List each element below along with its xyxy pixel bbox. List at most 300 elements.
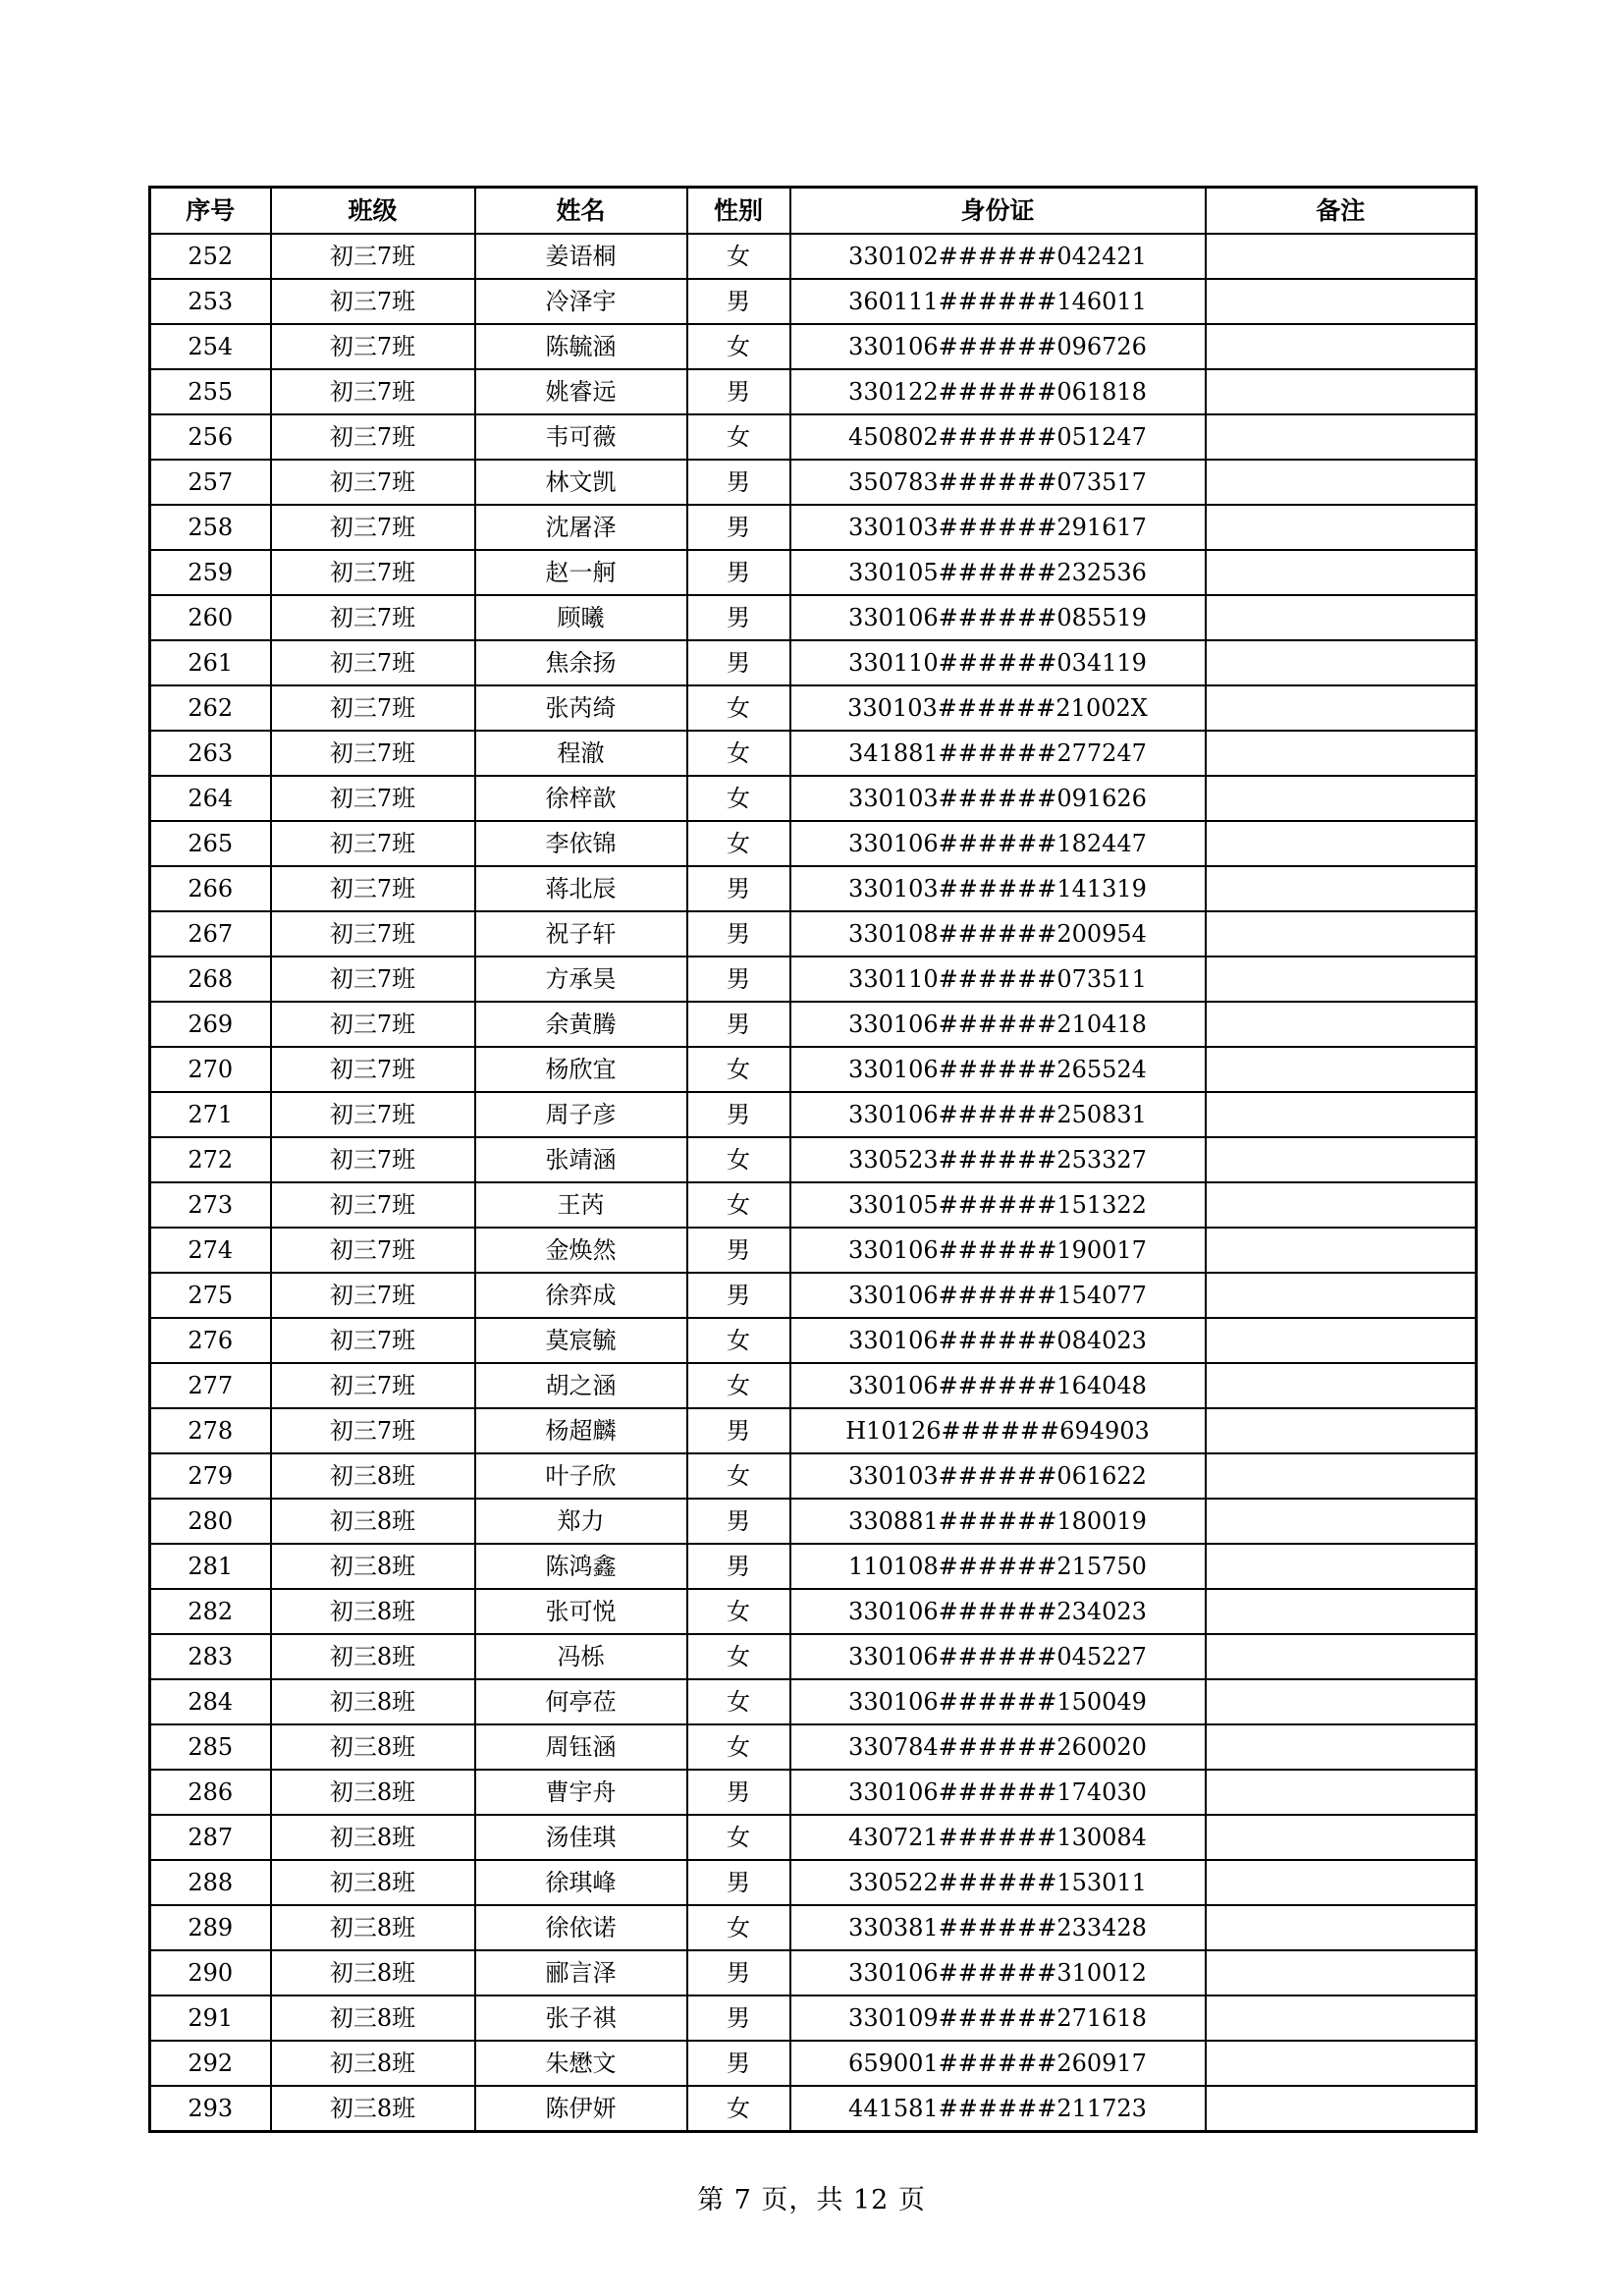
header-gender: 性别 [687,188,790,235]
cell-class: 初三8班 [271,1815,475,1860]
cell-index: 259 [150,550,271,595]
cell-gender: 男 [687,1544,790,1589]
table-row [150,1905,1477,1950]
cell-index: 289 [150,1905,271,1950]
cell-index: 273 [150,1182,271,1228]
cell-id-number: 330106######190017 [790,1228,1206,1273]
cell-remarks [1206,505,1477,550]
cell-name: 徐琪峰 [475,1860,687,1905]
table-row [150,505,1477,550]
table-row [150,1544,1477,1589]
cell-class: 初三7班 [271,1408,475,1453]
cell-index: 284 [150,1679,271,1724]
cell-name: 徐弈成 [475,1273,687,1318]
cell-remarks [1206,1092,1477,1137]
cell-index: 253 [150,279,271,324]
cell-class: 初三7班 [271,324,475,369]
table-row [150,324,1477,369]
cell-name: 何亭莅 [475,1679,687,1724]
cell-remarks [1206,1905,1477,1950]
cell-name: 张子祺 [475,1995,687,2041]
cell-class: 初三7班 [271,369,475,414]
cell-name: 李依锦 [475,821,687,866]
cell-index: 277 [150,1363,271,1408]
student-roster-table [148,186,1478,2133]
table-row [150,1589,1477,1634]
cell-class: 初三8班 [271,1905,475,1950]
cell-class: 初三8班 [271,1499,475,1544]
cell-index: 286 [150,1770,271,1815]
cell-index: 291 [150,1995,271,2041]
cell-name: 陈鸿鑫 [475,1544,687,1589]
cell-name: 韦可薇 [475,414,687,460]
table-row [150,1499,1477,1544]
table-row [150,1137,1477,1182]
cell-remarks [1206,1047,1477,1092]
table-row [150,731,1477,776]
cell-name: 张可悦 [475,1589,687,1634]
cell-name: 陈伊妍 [475,2086,687,2132]
cell-remarks [1206,279,1477,324]
cell-index: 279 [150,1453,271,1499]
table-row [150,1408,1477,1453]
cell-id-number: 330106######174030 [790,1770,1206,1815]
table-row [150,1047,1477,1092]
cell-remarks [1206,1002,1477,1047]
table-row [150,911,1477,957]
cell-name: 周子彦 [475,1092,687,1137]
cell-id-number: 330103######21002X [790,685,1206,731]
cell-id-number: 330106######154077 [790,1273,1206,1318]
cell-remarks [1206,821,1477,866]
cell-index: 258 [150,505,271,550]
table-row [150,1318,1477,1363]
table-row [150,957,1477,1002]
cell-id-number: 330106######096726 [790,324,1206,369]
cell-name: 周钰涵 [475,1724,687,1770]
cell-gender: 男 [687,1770,790,1815]
header-remarks: 备注 [1206,188,1477,235]
cell-class: 初三8班 [271,1995,475,2041]
cell-name: 焦余扬 [475,640,687,685]
cell-gender: 女 [687,821,790,866]
cell-class: 初三8班 [271,1589,475,1634]
table-row [150,2086,1477,2132]
table-row [150,1770,1477,1815]
cell-class: 初三7班 [271,550,475,595]
cell-gender: 男 [687,1860,790,1905]
table-row [150,1815,1477,1860]
cell-class: 初三7班 [271,1002,475,1047]
cell-name: 叶子欣 [475,1453,687,1499]
table-row [150,866,1477,911]
cell-id-number: 360111######146011 [790,279,1206,324]
cell-remarks [1206,2086,1477,2132]
cell-remarks [1206,234,1477,279]
table-row [150,1273,1477,1318]
cell-id-number: 330106######084023 [790,1318,1206,1363]
cell-id-number: 350783######073517 [790,460,1206,505]
cell-index: 266 [150,866,271,911]
cell-name: 金焕然 [475,1228,687,1273]
cell-name: 顾曦 [475,595,687,640]
cell-index: 287 [150,1815,271,1860]
cell-index: 271 [150,1092,271,1137]
cell-gender: 男 [687,1273,790,1318]
cell-class: 初三8班 [271,2041,475,2086]
cell-gender: 女 [687,1724,790,1770]
cell-gender: 女 [687,234,790,279]
cell-index: 269 [150,1002,271,1047]
cell-index: 268 [150,957,271,1002]
cell-index: 292 [150,2041,271,2086]
cell-remarks [1206,1499,1477,1544]
cell-id-number: 441581######211723 [790,2086,1206,2132]
cell-id-number: 330103######091626 [790,776,1206,821]
table-row [150,550,1477,595]
cell-name: 冯栎 [475,1634,687,1679]
cell-index: 288 [150,1860,271,1905]
cell-id-number: 659001######260917 [790,2041,1206,2086]
cell-class: 初三7班 [271,1273,475,1318]
cell-index: 257 [150,460,271,505]
header-id-number: 身份证 [790,188,1206,235]
cell-remarks [1206,1137,1477,1182]
cell-gender: 女 [687,1453,790,1499]
cell-class: 初三8班 [271,1724,475,1770]
cell-class: 初三7班 [271,1363,475,1408]
cell-class: 初三7班 [271,234,475,279]
table-row [150,1363,1477,1408]
cell-id-number: 330106######164048 [790,1363,1206,1408]
table-row [150,234,1477,279]
cell-remarks [1206,1589,1477,1634]
cell-id-number: H10126######694903 [790,1408,1206,1453]
cell-index: 255 [150,369,271,414]
cell-name: 余黄腾 [475,1002,687,1047]
cell-id-number: 330109######271618 [790,1995,1206,2041]
cell-index: 285 [150,1724,271,1770]
cell-id-number: 330103######291617 [790,505,1206,550]
table-row [150,821,1477,866]
table-row [150,460,1477,505]
cell-class: 初三8班 [271,2086,475,2132]
cell-name: 林文凯 [475,460,687,505]
table-row [150,776,1477,821]
cell-class: 初三8班 [271,1453,475,1499]
cell-id-number: 330522######153011 [790,1860,1206,1905]
cell-gender: 男 [687,2041,790,2086]
cell-remarks [1206,731,1477,776]
cell-class: 初三8班 [271,1950,475,1995]
cell-id-number: 330102######042421 [790,234,1206,279]
table-row [150,1860,1477,1905]
cell-id-number: 330106######310012 [790,1950,1206,1995]
cell-index: 283 [150,1634,271,1679]
cell-gender: 男 [687,1950,790,1995]
table-row [150,1002,1477,1047]
cell-name: 胡之涵 [475,1363,687,1408]
cell-remarks [1206,595,1477,640]
table-row [150,1092,1477,1137]
cell-class: 初三7班 [271,1047,475,1092]
cell-gender: 男 [687,911,790,957]
cell-remarks [1206,1453,1477,1499]
cell-gender: 女 [687,1589,790,1634]
cell-gender: 女 [687,2086,790,2132]
cell-gender: 女 [687,324,790,369]
cell-class: 初三7班 [271,866,475,911]
table-row [150,640,1477,685]
cell-id-number: 330105######232536 [790,550,1206,595]
cell-remarks [1206,414,1477,460]
cell-id-number: 330106######045227 [790,1634,1206,1679]
header-index: 序号 [150,188,271,235]
cell-class: 初三7班 [271,731,475,776]
cell-class: 初三7班 [271,505,475,550]
cell-name: 姚睿远 [475,369,687,414]
cell-class: 初三8班 [271,1544,475,1589]
cell-id-number: 110108######215750 [790,1544,1206,1589]
cell-index: 261 [150,640,271,685]
cell-name: 蒋北辰 [475,866,687,911]
cell-id-number: 330110######073511 [790,957,1206,1002]
cell-class: 初三7班 [271,1137,475,1182]
cell-gender: 女 [687,1137,790,1182]
cell-remarks [1206,866,1477,911]
cell-index: 262 [150,685,271,731]
cell-remarks [1206,1679,1477,1724]
cell-gender: 女 [687,1905,790,1950]
cell-gender: 男 [687,505,790,550]
cell-remarks [1206,957,1477,1002]
cell-class: 初三7班 [271,1182,475,1228]
cell-remarks [1206,324,1477,369]
cell-name: 汤佳琪 [475,1815,687,1860]
table-row [150,1182,1477,1228]
cell-index: 267 [150,911,271,957]
cell-class: 初三7班 [271,414,475,460]
table-row [150,685,1477,731]
cell-gender: 男 [687,640,790,685]
cell-remarks [1206,640,1477,685]
cell-name: 徐依诺 [475,1905,687,1950]
cell-remarks [1206,1724,1477,1770]
table-row [150,595,1477,640]
cell-class: 初三7班 [271,911,475,957]
cell-index: 264 [150,776,271,821]
cell-class: 初三7班 [271,776,475,821]
cell-name: 郑力 [475,1499,687,1544]
table-row [150,1724,1477,1770]
cell-class: 初三8班 [271,1860,475,1905]
cell-class: 初三7班 [271,1318,475,1363]
cell-id-number: 330110######034119 [790,640,1206,685]
cell-class: 初三7班 [271,640,475,685]
cell-class: 初三7班 [271,595,475,640]
cell-remarks [1206,776,1477,821]
page-number: 第 7 页，共 12 页 [697,2185,926,2215]
cell-gender: 男 [687,1995,790,2041]
cell-gender: 女 [687,1318,790,1363]
cell-id-number: 330784######260020 [790,1724,1206,1770]
cell-gender: 女 [687,1679,790,1724]
cell-name: 陈毓涵 [475,324,687,369]
header-class: 班级 [271,188,475,235]
cell-index: 290 [150,1950,271,1995]
cell-gender: 男 [687,957,790,1002]
cell-name: 杨欣宜 [475,1047,687,1092]
cell-index: 281 [150,1544,271,1589]
cell-name: 姜语桐 [475,234,687,279]
table-row [150,1950,1477,1995]
cell-id-number: 330122######061818 [790,369,1206,414]
cell-name: 方承昊 [475,957,687,1002]
table-row [150,414,1477,460]
cell-id-number: 430721######130084 [790,1815,1206,1860]
cell-name: 冷泽宇 [475,279,687,324]
table-row [150,1679,1477,1724]
cell-name: 杨超麟 [475,1408,687,1453]
cell-id-number: 330881######180019 [790,1499,1206,1544]
cell-remarks [1206,1228,1477,1273]
cell-name: 莫宸毓 [475,1318,687,1363]
cell-index: 270 [150,1047,271,1092]
cell-gender: 男 [687,595,790,640]
cell-class: 初三8班 [271,1634,475,1679]
cell-id-number: 330106######250831 [790,1092,1206,1137]
cell-remarks [1206,2041,1477,2086]
cell-index: 278 [150,1408,271,1453]
cell-gender: 女 [687,1047,790,1092]
cell-remarks [1206,1995,1477,2041]
cell-gender: 男 [687,1002,790,1047]
cell-index: 275 [150,1273,271,1318]
cell-remarks [1206,1363,1477,1408]
cell-remarks [1206,460,1477,505]
cell-remarks [1206,550,1477,595]
cell-gender: 女 [687,414,790,460]
cell-name: 王芮 [475,1182,687,1228]
cell-gender: 男 [687,1228,790,1273]
header-name: 姓名 [475,188,687,235]
table-row [150,1228,1477,1273]
cell-class: 初三8班 [271,1679,475,1724]
cell-class: 初三7班 [271,1092,475,1137]
cell-class: 初三7班 [271,957,475,1002]
cell-remarks [1206,1182,1477,1228]
cell-class: 初三7班 [271,460,475,505]
cell-class: 初三7班 [271,821,475,866]
cell-gender: 男 [687,866,790,911]
cell-id-number: 341881######277247 [790,731,1206,776]
cell-remarks [1206,1408,1477,1453]
cell-index: 265 [150,821,271,866]
cell-gender: 女 [687,1634,790,1679]
cell-class: 初三7班 [271,279,475,324]
cell-name: 赵一舸 [475,550,687,595]
cell-id-number: 330105######151322 [790,1182,1206,1228]
cell-remarks [1206,911,1477,957]
cell-index: 282 [150,1589,271,1634]
cell-index: 256 [150,414,271,460]
cell-class: 初三7班 [271,685,475,731]
cell-index: 254 [150,324,271,369]
cell-remarks [1206,1273,1477,1318]
cell-gender: 男 [687,460,790,505]
cell-id-number: 330106######210418 [790,1002,1206,1047]
cell-gender: 男 [687,369,790,414]
cell-id-number: 330106######265524 [790,1047,1206,1092]
cell-index: 276 [150,1318,271,1363]
cell-gender: 男 [687,550,790,595]
cell-index: 263 [150,731,271,776]
table-body [150,234,1477,2132]
cell-remarks [1206,1950,1477,1995]
cell-index: 272 [150,1137,271,1182]
cell-gender: 男 [687,1408,790,1453]
cell-remarks [1206,1318,1477,1363]
cell-id-number: 330523######253327 [790,1137,1206,1182]
cell-gender: 女 [687,776,790,821]
cell-id-number: 330103######061622 [790,1453,1206,1499]
cell-id-number: 330106######234023 [790,1589,1206,1634]
cell-name: 徐梓歆 [475,776,687,821]
cell-gender: 女 [687,1815,790,1860]
cell-class: 初三7班 [271,1228,475,1273]
cell-id-number: 450802######051247 [790,414,1206,460]
table-row [150,279,1477,324]
cell-gender: 女 [687,1182,790,1228]
cell-gender: 女 [687,685,790,731]
cell-gender: 男 [687,279,790,324]
cell-remarks [1206,1544,1477,1589]
cell-gender: 男 [687,1092,790,1137]
table-row [150,369,1477,414]
cell-remarks [1206,1770,1477,1815]
cell-index: 274 [150,1228,271,1273]
cell-gender: 女 [687,1363,790,1408]
cell-id-number: 330106######085519 [790,595,1206,640]
cell-remarks [1206,685,1477,731]
table-header-row [150,188,1477,235]
cell-name: 张芮绮 [475,685,687,731]
cell-remarks [1206,1815,1477,1860]
cell-name: 沈屠泽 [475,505,687,550]
cell-name: 朱懋文 [475,2041,687,2086]
cell-name: 程澈 [475,731,687,776]
table-row [150,1634,1477,1679]
table-row [150,2041,1477,2086]
cell-id-number: 330103######141319 [790,866,1206,911]
cell-id-number: 330106######150049 [790,1679,1206,1724]
cell-gender: 男 [687,1499,790,1544]
cell-remarks [1206,1860,1477,1905]
cell-remarks [1206,369,1477,414]
cell-class: 初三8班 [271,1770,475,1815]
cell-name: 祝子轩 [475,911,687,957]
cell-remarks [1206,1634,1477,1679]
cell-name: 曹宇舟 [475,1770,687,1815]
cell-index: 252 [150,234,271,279]
cell-name: 郦言泽 [475,1950,687,1995]
cell-gender: 女 [687,731,790,776]
table-row [150,1453,1477,1499]
cell-id-number: 330106######182447 [790,821,1206,866]
cell-name: 张靖涵 [475,1137,687,1182]
cell-index: 280 [150,1499,271,1544]
cell-index: 260 [150,595,271,640]
